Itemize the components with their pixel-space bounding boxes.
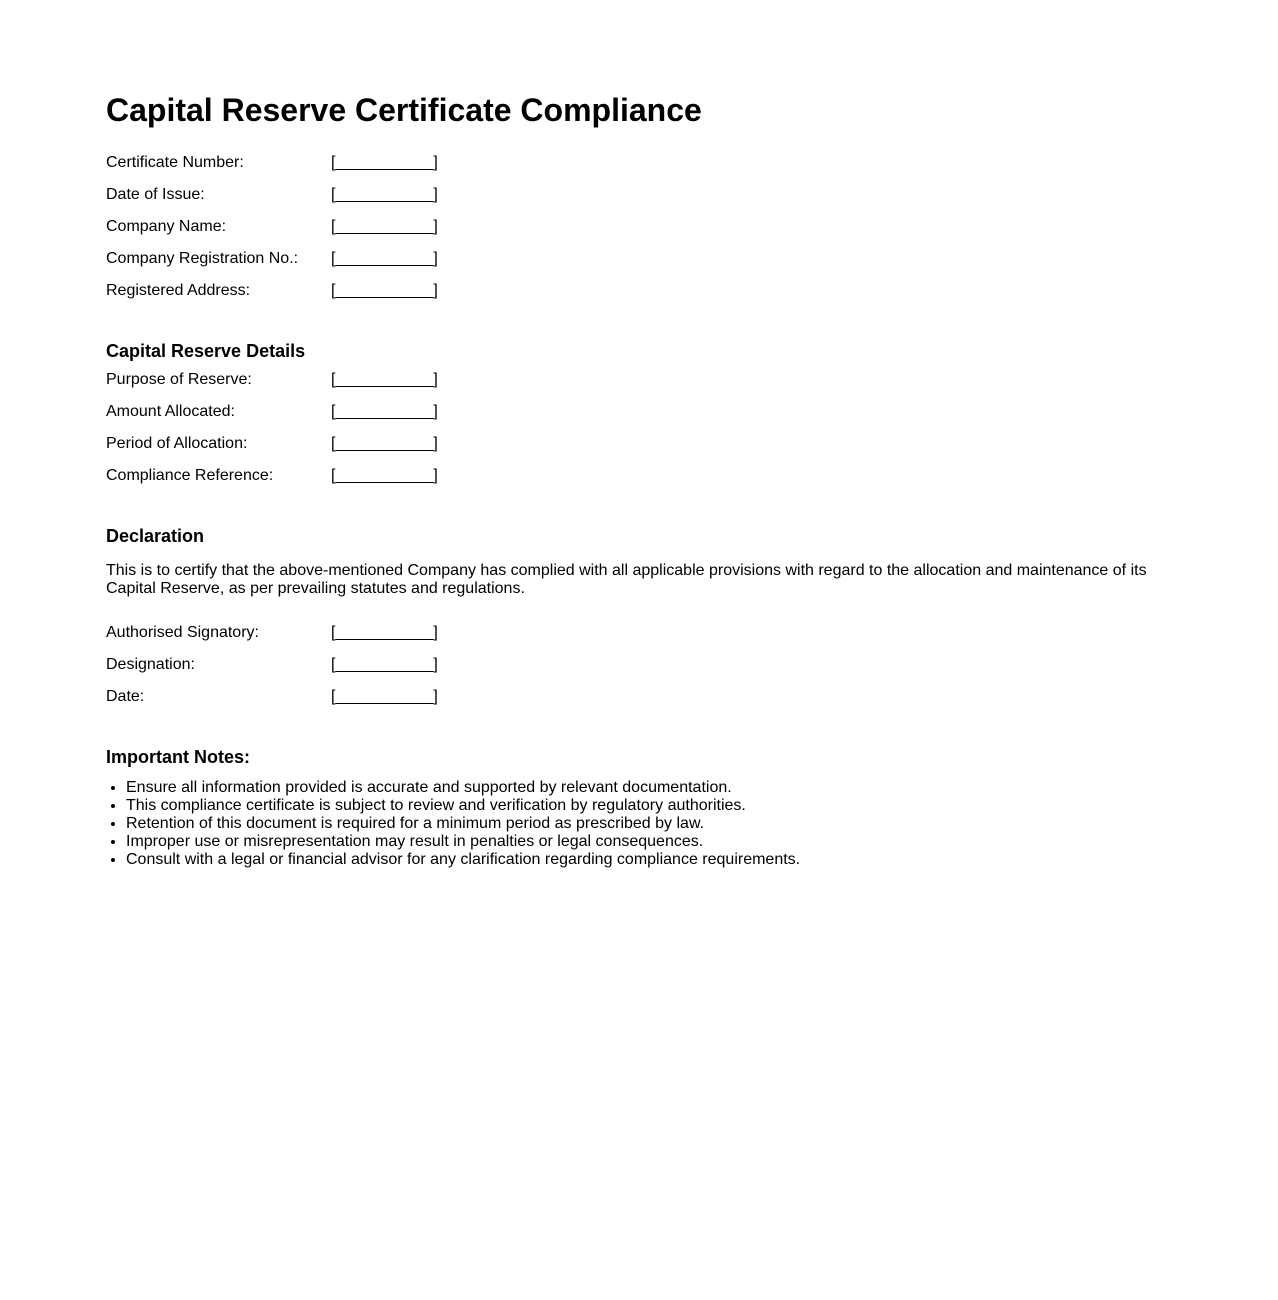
field-company-name — [106, 218, 438, 250]
field-compliance-reference — [106, 467, 438, 499]
declaration-text: This is to certify that the above-mentioned Company has complied with all applicable provisions with regard to the allocation and maintenance of its Capital Reserve, as per prevailing statutes and regulations. — [106, 562, 1147, 597]
list-item: • Improper use or misrepresentation may result in penalties or legal consequences. — [126, 833, 800, 851]
declaration-fields — [106, 624, 438, 720]
field-date-of-issue — [106, 186, 438, 218]
field-designation — [106, 656, 438, 688]
page-title: Capital Reserve Certificate Compliance — [106, 92, 702, 128]
field-label: Company Name: — [106, 218, 227, 235]
general-fields — [106, 154, 438, 314]
field-label: Purpose of Reserve: — [106, 371, 252, 388]
field-authorised-signatory — [106, 624, 438, 656]
field-registered-address — [106, 282, 438, 314]
field-company-registration-no — [106, 250, 438, 282]
list-item: • Consult with a legal or financial advisor for any clarification regarding compliance requirements. — [126, 851, 800, 869]
field-label: Authorised Signatory: — [106, 624, 259, 641]
field-label: Amount Allocated: — [106, 403, 235, 420]
field-label: Certificate Number: — [106, 154, 244, 171]
field-period-of-allocation — [106, 435, 438, 467]
blank-input[interactable]: [___________] — [331, 624, 438, 641]
field-label: Date of Issue: — [106, 186, 205, 203]
blank-input[interactable]: [___________] — [331, 218, 438, 235]
field-label: Company Registration No.: — [106, 250, 299, 267]
field-purpose-of-reserve — [106, 371, 438, 403]
list-item: • This compliance certificate is subject to review and verification by regulatory authorities. — [126, 797, 800, 815]
blank-input[interactable]: [___________] — [331, 186, 438, 203]
blank-input[interactable]: [___________] — [331, 154, 438, 171]
blank-input[interactable]: [___________] — [331, 403, 438, 420]
field-date — [106, 688, 438, 720]
blank-input[interactable]: [___________] — [331, 435, 438, 452]
blank-input[interactable]: [___________] — [331, 688, 438, 705]
reserve-details-heading: Capital Reserve Details — [106, 341, 306, 361]
field-label: Registered Address: — [106, 282, 251, 299]
field-label: Date: — [106, 688, 145, 705]
blank-input[interactable]: [___________] — [331, 656, 438, 673]
reserve-fields — [106, 371, 438, 499]
blank-input[interactable]: [___________] — [331, 467, 438, 484]
blank-input[interactable]: [___________] — [331, 250, 438, 267]
field-label: Compliance Reference: — [106, 467, 274, 484]
list-item: • Ensure all information provided is accurate and supported by relevant documentation. — [126, 779, 800, 797]
list-item: • Retention of this document is required for a minimum period as prescribed by law. — [126, 815, 800, 833]
notes-heading: Important Notes: — [106, 747, 250, 767]
field-label: Period of Allocation: — [106, 435, 248, 452]
blank-input[interactable]: [___________] — [331, 282, 438, 299]
blank-input[interactable]: [___________] — [331, 371, 438, 388]
declaration-heading: Declaration — [106, 526, 205, 546]
field-certificate-number — [106, 154, 438, 186]
notes-list — [106, 779, 800, 869]
field-amount-allocated — [106, 403, 438, 435]
field-label: Designation: — [106, 656, 195, 673]
